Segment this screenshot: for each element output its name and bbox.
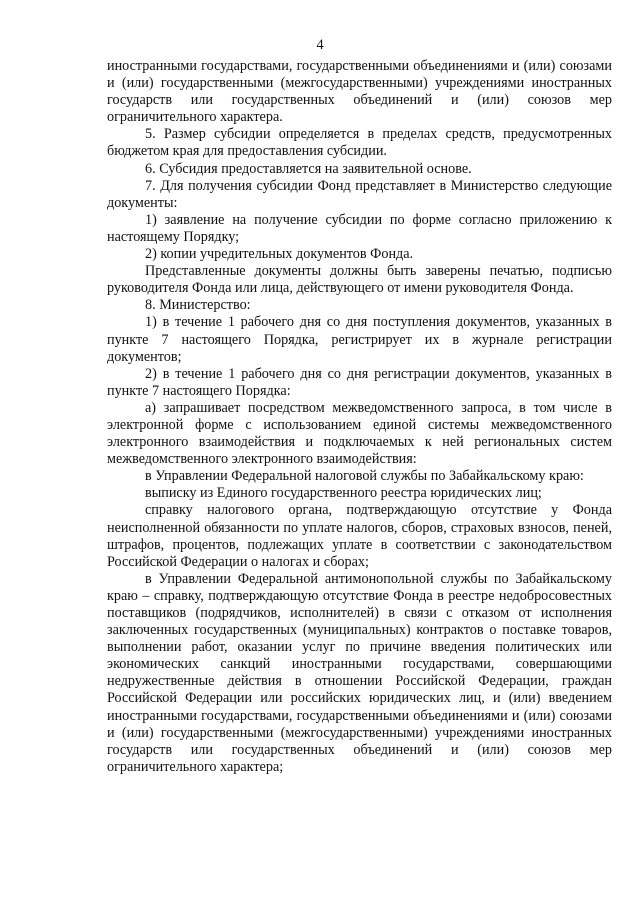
paragraph-item-7-2: 2) копии учредительных документов Фонда.	[145, 246, 414, 263]
paragraph-antimonopoly-service: в Управлении Федеральной антимонопольной службы по Забайкальскому краю – справку, подтверждающую отсутствие Фонда в реестре недобросовестных поставщиков (подрядчиков, исполнителей) в связи с отказом от исполнения заключенных государственных (муниципальных) контрактов о поставке товаров, выполнении работ, оказании услуг по причине введения политических или экономических санкций иностранными государствами, совершающими недружественные действия в отношении Российской Федерации, граждан Российской Федерации или российских юридических лиц, и (или) введением иностранными государствами, государственными объединениями и (или) союзами и (или) государственными (межгосударственными) учреждениями иностранных государств или государственных объединений и (или) союзов мер ограничительного характера;	[107, 570, 612, 775]
paragraph-certification: Представленные документы должны быть заверены печатью, подписью руководителя Фонда или лица, действующего от имени руководителя Фонда.	[107, 263, 612, 297]
paragraph-item-8-1: 1) в течение 1 рабочего дня со дня поступления документов, указанных в пункте 7 настоящего Порядка, регистрирует их в журнале регистрации документов;	[107, 314, 612, 365]
paragraph-continuation: иностранными государствами, государственными объединениями и (или) союзами и (или) государственными (межгосударственными) учреждениями иностранных государств или государственных объединений и (или) союзов мер ограничительного характера.	[107, 58, 612, 126]
paragraph-tax-certificate: справку налогового органа, подтверждающую отсутствие у Фонда неисполненной обязанности по уплате налогов, сборов, страховых взносов, пеней, штрафов, процентов, подлежащих уплате в соответствии с законодательством Российской Федерации о налогах и сборах;	[107, 502, 612, 570]
paragraph-item-6: 6. Субсидия предоставляется на заявительной основе.	[145, 160, 472, 177]
document-body	[107, 58, 612, 776]
paragraph-item-5: 5. Размер субсидии определяется в пределах средств, предусмотренных бюджетом края для предоставления субсидии.	[107, 126, 612, 160]
page-number: 4	[316, 37, 324, 53]
paragraph-item-8: 8. Министерство:	[145, 297, 251, 314]
paragraph-registry-extract: выписку из Единого государственного реестра юридических лиц;	[145, 485, 542, 502]
paragraph-item-7: 7. Для получения субсидии Фонд представляет в Министерство следующие документы:	[107, 177, 612, 211]
paragraph-tax-service: в Управлении Федеральной налоговой службы по Забайкальскому краю:	[145, 468, 584, 485]
paragraph-subitem-a: а) запрашивает посредством межведомственного запроса, в том числе в электронной форме с использованием единой системы межведомственного электронного взаимодействия и подключаемых к ней региональных систем межведомственного электронного взаимодействия:	[107, 399, 612, 468]
paragraph-item-8-2: 2) в течение 1 рабочего дня со дня регистрации документов, указанных в пункте 7 настоящего Порядка:	[107, 365, 612, 399]
paragraph-item-7-1: 1) заявление на получение субсидии по форме согласно приложению к настоящему Порядку;	[107, 211, 612, 245]
